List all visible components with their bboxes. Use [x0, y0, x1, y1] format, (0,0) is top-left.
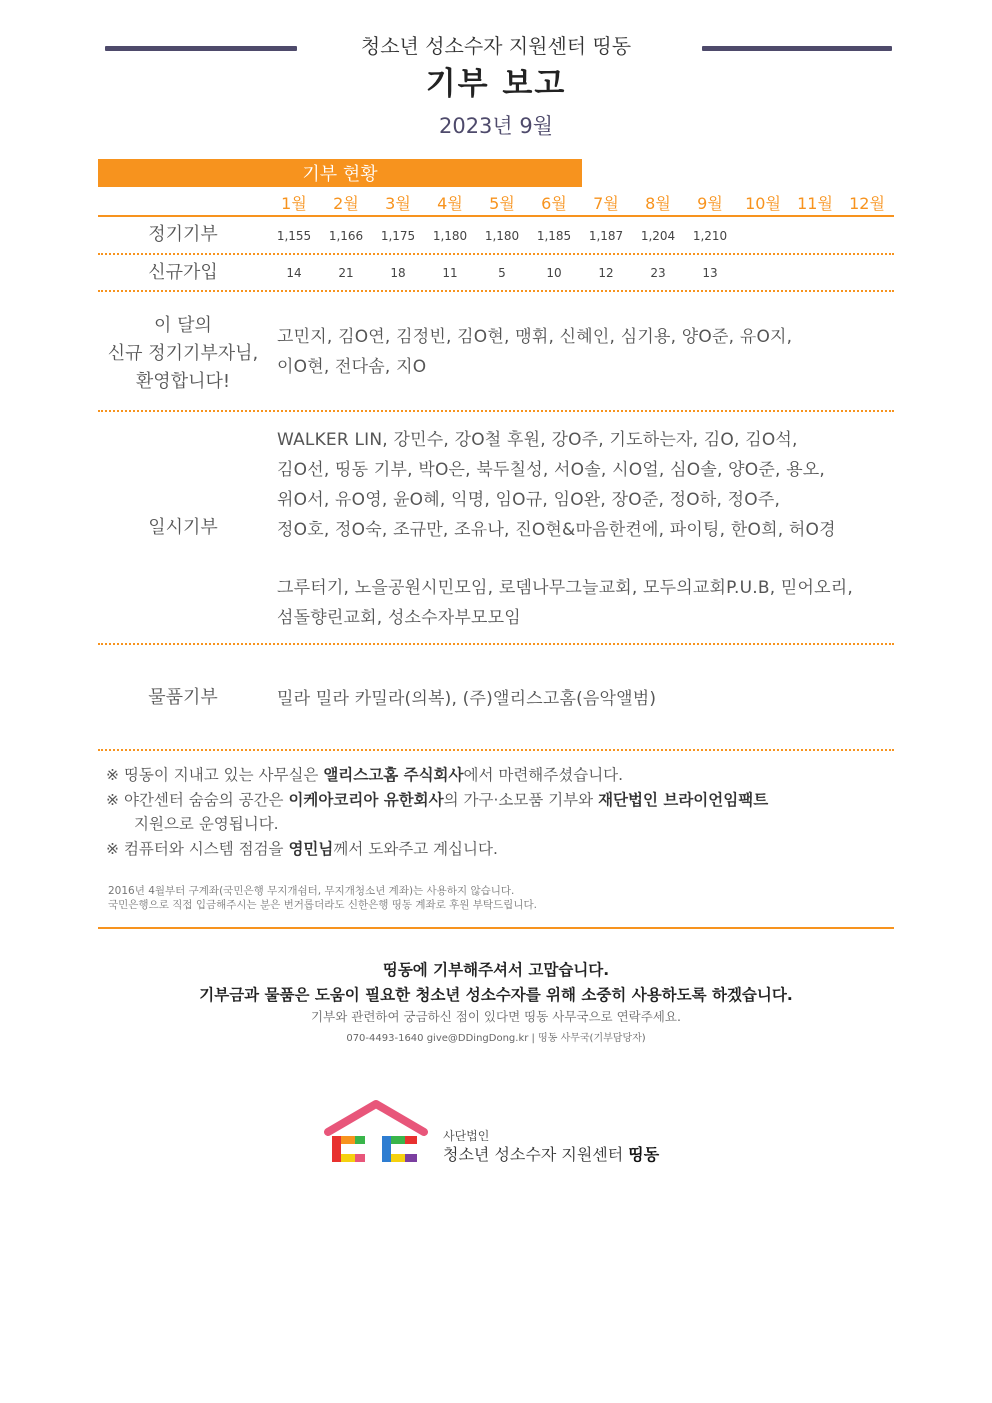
logo-name-bold: 띵동	[628, 1145, 660, 1164]
new-donor-names	[277, 322, 892, 382]
regular-count-cell: 1,185	[536, 229, 572, 243]
logo-name	[443, 1142, 659, 1165]
welcome-label-line: 이 달의	[154, 315, 212, 336]
new-signup-cell: 13	[702, 266, 718, 280]
page-title: 기부 보고	[425, 66, 567, 102]
new-signup-cell: 12	[598, 266, 614, 280]
note-mark: ※	[106, 766, 119, 784]
month-header: 2월	[333, 194, 359, 213]
note-office	[106, 763, 896, 788]
regular-count-cell: 1,166	[328, 229, 364, 243]
name-line: 정O호, 정O숙, 조규만, 조유나, 진O현&마음한켠에, 파이팅, 한O희, 허O경	[277, 520, 836, 540]
note-text: 컴퓨터와 시스템 점검을	[123, 839, 289, 858]
status-header-label: 기부 현황	[302, 164, 378, 185]
closing-divider	[98, 927, 894, 929]
welcome-label-line: 환영합니다!	[135, 371, 231, 392]
row-divider	[98, 643, 894, 645]
goods-donation-label: 물품기부	[148, 687, 218, 708]
new-signup-cell: 14	[286, 266, 302, 280]
new-signup-label: 신규가입	[148, 262, 218, 283]
name-line: 고민지, 김O연, 김정빈, 김O현, 맹휘, 신혜인, 심기용, 양O준, 유O지,	[277, 327, 793, 347]
note-sponsor: 앨리스고홈 주식회사	[323, 766, 464, 784]
note-text: 께서 도와주고 계십니다.	[333, 839, 498, 858]
regular-count-cell: 1,155	[276, 229, 312, 243]
month-header: 10월	[745, 194, 781, 213]
row-divider	[98, 290, 894, 292]
note-sponsor: 재단법인 브라이언임팩트	[598, 790, 769, 809]
report-period: 2023년 9월	[438, 114, 554, 138]
regular-count-cell: 1,204	[640, 229, 676, 243]
month-header: 1월	[281, 194, 307, 213]
month-header: 12월	[849, 194, 885, 213]
note-text: 지원으로 운영됩니다.	[134, 815, 279, 833]
regular-count-cell: 1,180	[484, 229, 520, 243]
regular-donation-label: 정기기부	[148, 224, 218, 245]
logo-subtitle: 사단법인	[443, 1129, 490, 1143]
group-donor-names	[277, 573, 892, 633]
month-header: 7월	[593, 194, 619, 213]
month-header: 5월	[489, 194, 515, 213]
name-line: WALKER LIN, 강민수, 강O철 후원, 강O주, 기도하는자, 김O, 김O석,	[277, 430, 798, 450]
logo-name-text: 청소년 성소수자 지원센터	[443, 1145, 629, 1164]
note-computer	[106, 837, 896, 862]
note-night-center-cont	[106, 812, 896, 837]
month-header: 6월	[541, 194, 567, 213]
new-signup-cell: 10	[546, 266, 562, 280]
new-signup-cell: 21	[338, 266, 354, 280]
one-time-donation-label: 일시기부	[148, 517, 218, 538]
regular-count-cell: 1,180	[432, 229, 468, 243]
new-signup-cell: 11	[442, 266, 458, 280]
account-notice	[108, 884, 888, 912]
thanks-message: 띵동에 기부해주셔서 고맙습니다.	[382, 961, 610, 979]
promise-message: 기부금과 물품은 도움이 필요한 청소년 성소수자를 위해 소중히 사용하도록 하겠습니다.	[199, 986, 793, 1004]
name-line: 이O현, 전다솜, 지O	[277, 357, 427, 377]
support-notes	[106, 763, 896, 861]
note-mark: ※	[106, 839, 119, 858]
name-line: 위O서, 유O영, 윤O혜, 익명, 임O규, 임O완, 장O준, 정O하, 정O주,	[277, 490, 781, 510]
welcome-label	[98, 312, 268, 396]
ddingdong-logo-icon	[322, 1096, 430, 1166]
row-divider	[98, 253, 894, 255]
note-text: 야간센터 숨숨의 공간은	[123, 790, 289, 809]
note-night-center	[106, 788, 896, 813]
month-header: 11월	[797, 194, 833, 213]
note-text: 띵동이 지내고 있는 사무실은	[123, 766, 324, 784]
regular-count-cell: 1,175	[380, 229, 416, 243]
row-divider	[98, 749, 894, 751]
note-sponsor: 영민님	[288, 839, 334, 858]
month-header: 3월	[385, 194, 411, 213]
one-time-donor-names	[277, 425, 892, 545]
month-header: 8월	[645, 194, 671, 213]
new-signup-cell: 18	[390, 266, 406, 280]
note-text: 의 가구·소모품 기부와	[443, 790, 599, 809]
contact-prompt: 기부와 관련하여 궁금하신 점이 있다면 띵동 사무국으로 연락주세요.	[311, 1009, 681, 1024]
regular-count-cell: 1,187	[588, 229, 624, 243]
month-header: 4월	[437, 194, 463, 213]
note-sponsor: 이케아코리아 유한회사	[288, 790, 444, 809]
contact-info: 070-4493-1640 give@DDingDong.kr | 띵동 사무국(기부담당자)	[346, 1033, 646, 1044]
note-text: 에서 마련해주셨습니다.	[463, 766, 624, 784]
name-line: 섬돌향린교회, 성소수자부모모임	[277, 608, 521, 628]
name-line: 김O선, 띵동 기부, 박O은, 북두칠성, 서O솔, 시O얼, 심O솔, 양O준, 용오,	[277, 460, 826, 480]
welcome-label-line: 신규 정기기부자님,	[107, 343, 259, 364]
new-signup-cell: 5	[498, 266, 506, 280]
row-divider	[98, 410, 894, 412]
goods-donation-text: 밀라 밀라 카밀라(의복), (주)앨리스고홈(음악앨범)	[277, 689, 657, 709]
new-signup-cell: 23	[650, 266, 666, 280]
account-notice-line: 국민은행으로 직접 입금해주시는 분은 번거롭더라도 신한은행 띵동 계좌로 후원 부탁드립니다.	[108, 899, 537, 911]
month-header: 9월	[697, 194, 723, 213]
table-divider	[98, 215, 894, 217]
note-mark: ※	[106, 790, 119, 809]
regular-count-cell: 1,210	[692, 229, 728, 243]
name-line: 그루터기, 노을공원시민모임, 로뎀나무그늘교회, 모두의교회P.U.B, 믿어오리,	[277, 578, 853, 598]
account-notice-line: 2016년 4월부터 구계좌(국민은행 무지개쉼터, 무지개청소년 계좌)는 사용하지 않습니다.	[108, 885, 515, 897]
organization-name: 청소년 성소수자 지원센터 띵동	[360, 34, 632, 58]
